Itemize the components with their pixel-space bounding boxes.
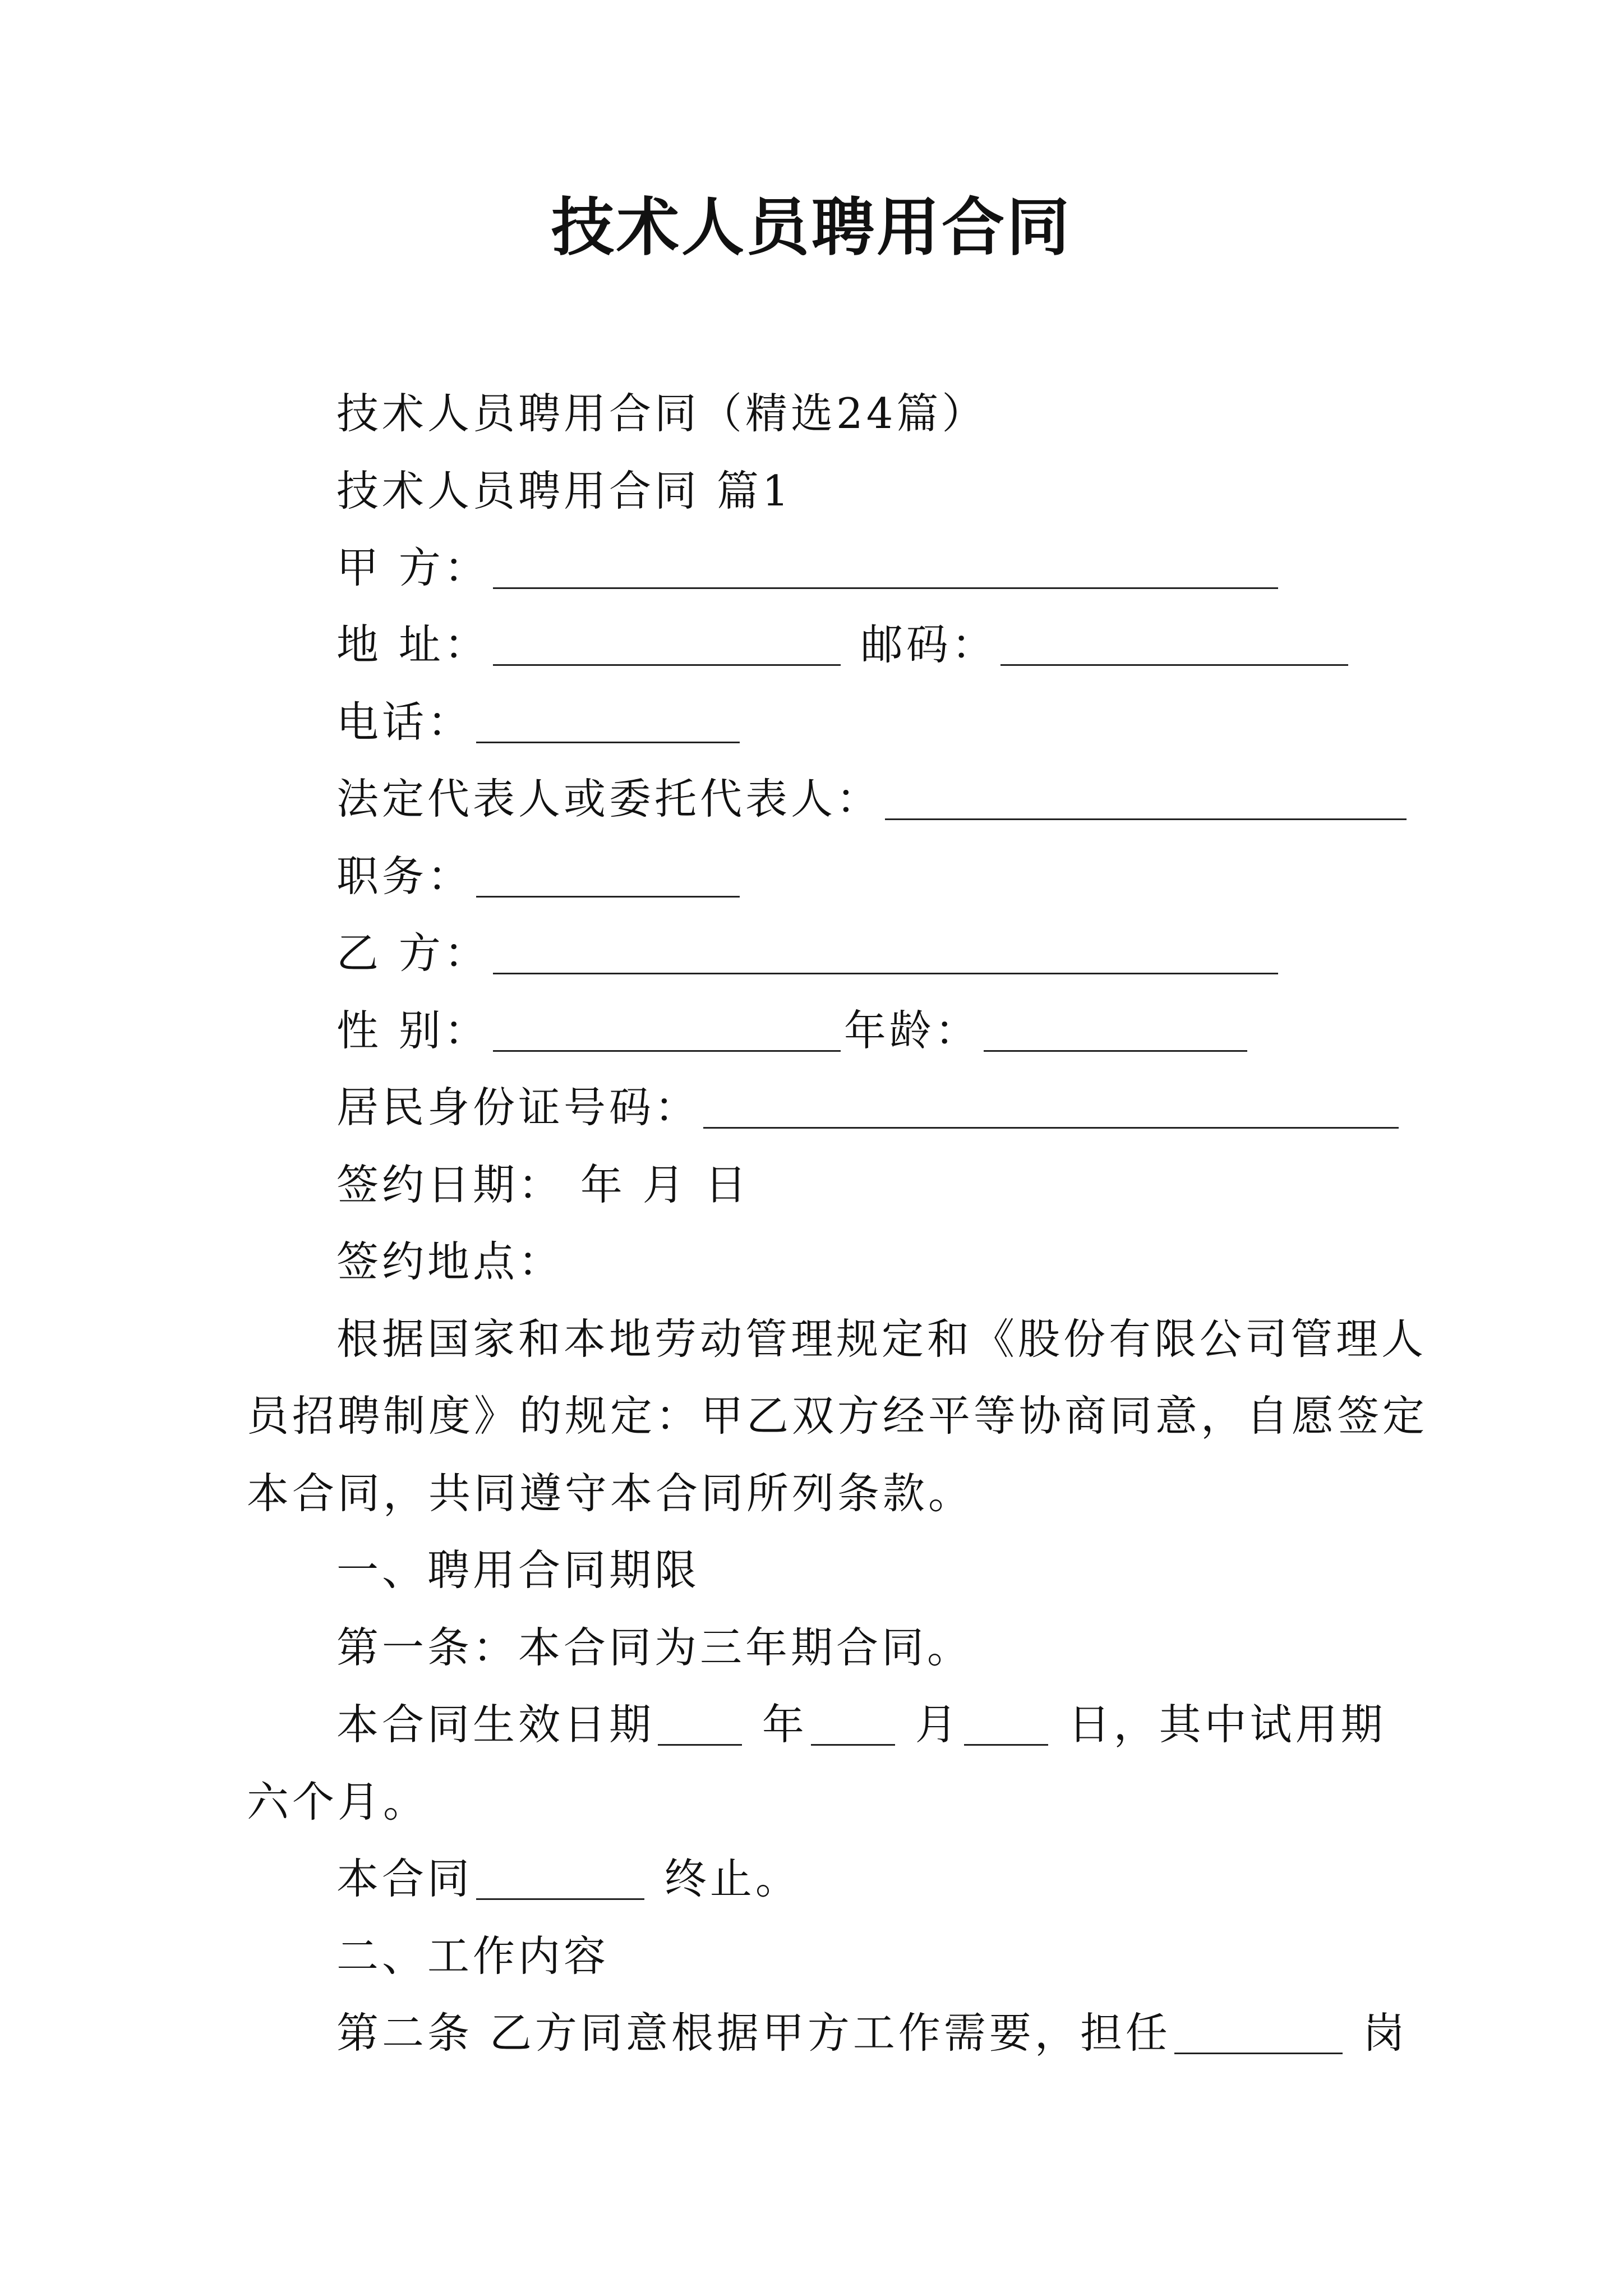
subtitle: 技术人员聘用合同（精选24篇）	[336, 389, 988, 438]
sign-date: 签约日期： 年 月 日	[336, 1160, 750, 1209]
postcode-blank[interactable]	[1000, 625, 1348, 666]
party-b-line	[336, 928, 1281, 978]
article-1: 第一条：本合同为三年期合同。	[336, 1623, 973, 1672]
gender-label: 性 别：	[336, 1006, 490, 1055]
article-2-line	[336, 2008, 1408, 2058]
effective-day-blank[interactable]	[964, 1705, 1048, 1746]
address-label: 地 址：	[336, 620, 490, 669]
position-label: 职务：	[336, 852, 473, 901]
effective-month-blank[interactable]	[811, 1705, 895, 1746]
termination-line	[336, 1854, 801, 1903]
document-title: 技术人员聘用合同	[551, 191, 1072, 264]
article-2-blank[interactable]	[1174, 2013, 1343, 2054]
party-a-line	[336, 543, 1281, 592]
termination-tail: 终止。	[664, 1854, 801, 1903]
party-a-label: 甲 方：	[336, 543, 490, 592]
effective-tail: 日，其中试用期	[1068, 1700, 1386, 1749]
phone-blank[interactable]	[476, 702, 740, 743]
intro-line-1: 根据国家和本地劳动管理规定和《股份有限公司管理人	[336, 1314, 1427, 1364]
position-line	[336, 852, 743, 901]
effective-date-line	[336, 1700, 1386, 1749]
section-1-heading: 一、聘用合同期限	[336, 1545, 700, 1595]
gender-line	[336, 1006, 1251, 1055]
position-blank[interactable]	[476, 857, 740, 898]
section-2-heading: 二、工作内容	[336, 1931, 610, 1981]
address-blank[interactable]	[493, 625, 841, 666]
party-b-label: 乙 方：	[336, 928, 490, 978]
legal-rep-label: 法定代表人或委托代表人：	[336, 774, 882, 823]
age-blank[interactable]	[984, 1011, 1247, 1052]
phone-line	[336, 697, 743, 747]
termination-blank[interactable]	[476, 1859, 644, 1900]
effective-year-label: 年	[762, 1700, 808, 1749]
phone-label: 电话：	[336, 697, 473, 747]
effective-month-label: 月	[915, 1700, 961, 1749]
postcode-label: 邮码：	[860, 620, 997, 669]
effective-date-continued: 六个月。	[247, 1777, 429, 1826]
termination-label: 本合同	[336, 1854, 473, 1903]
address-line	[336, 620, 1352, 669]
effective-label: 本合同生效日期	[336, 1700, 655, 1749]
effective-year-blank[interactable]	[658, 1705, 742, 1746]
id-label: 居民身份证号码：	[336, 1083, 700, 1132]
intro-line-3: 本合同，共同遵守本合同所列条款。	[247, 1469, 974, 1518]
gender-blank[interactable]	[493, 1011, 841, 1052]
intro-line-2: 员招聘制度》的规定：甲乙双方经平等协商同意，自愿签定	[247, 1391, 1428, 1441]
article-2-tail: 岗	[1362, 2008, 1408, 2058]
party-b-blank[interactable]	[493, 933, 1278, 974]
legal-rep-line	[336, 774, 1410, 823]
age-label: 年龄：	[843, 1006, 980, 1055]
id-blank[interactable]	[703, 1088, 1399, 1129]
legal-rep-blank[interactable]	[885, 779, 1407, 820]
article-2-text: 第二条 乙方同意根据甲方工作需要，担任	[336, 2008, 1171, 2058]
id-line	[336, 1083, 1402, 1132]
sign-place: 签约地点：	[336, 1237, 564, 1286]
party-a-blank[interactable]	[493, 548, 1278, 589]
part-heading: 技术人员聘用合同 篇1	[336, 466, 792, 516]
